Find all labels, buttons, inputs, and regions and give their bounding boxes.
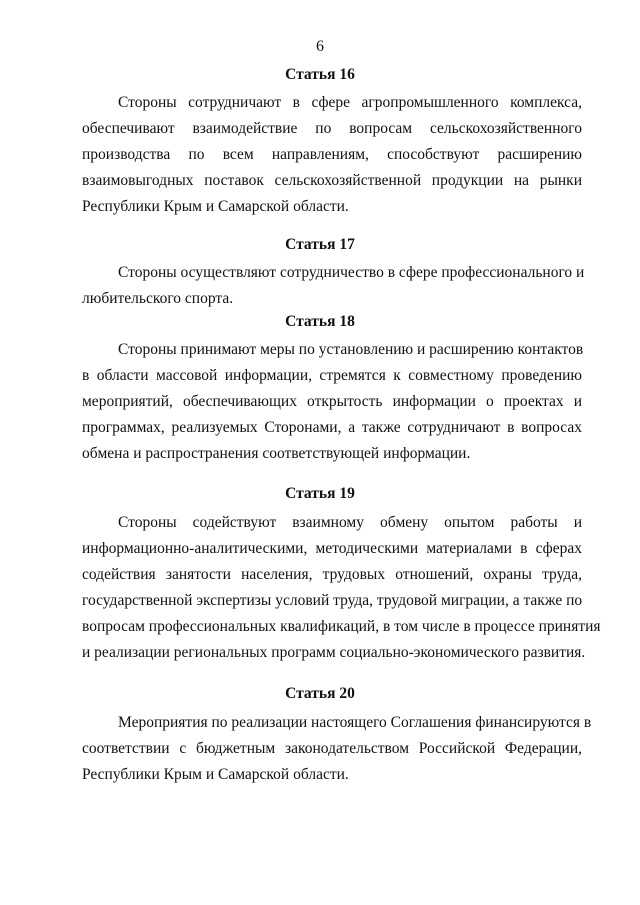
article-18-heading: Статья 18 <box>285 313 355 330</box>
article-19-text <box>82 510 601 666</box>
article-18-line: Стороны принимают меры по установлению и расширению контактов <box>118 341 584 358</box>
article-16-text <box>82 90 582 220</box>
article-16-line: Стороны сотрудничают в сфере агропромышленного комплекса, <box>118 94 582 111</box>
article-18-line: в области массовой информации, стремятся к совместному проведению <box>82 367 582 384</box>
article-16-heading: Статья 16 <box>285 66 355 83</box>
article-19-heading: Статья 19 <box>285 485 355 502</box>
article-20-line: Мероприятия по реализации настоящего Соглашения финансируются в <box>118 714 592 731</box>
article-18-line: обмена и распространения соответствующей информации. <box>82 445 471 462</box>
article-18-line: мероприятий, обеспечивающих открытость информации о проектах и <box>82 393 582 410</box>
article-19-line: информационно-аналитическими, методическими материалами в сферах <box>82 540 582 557</box>
article-16-line: обеспечивают взаимодействие по вопросам сельскохозяйственного <box>82 120 582 137</box>
article-19-line: содействия занятости населения, трудовых отношений, охраны труда, <box>82 566 582 583</box>
article-19-line: вопросам профессиональных квалификаций, в том числе в процессе принятия <box>82 618 601 635</box>
article-17-line: любительского спорта. <box>82 290 234 307</box>
article-20-line: соответствии с бюджетным законодательством Российской Федерации, <box>82 740 582 757</box>
article-18-text <box>82 337 582 467</box>
article-17-text <box>82 260 585 312</box>
article-16-line: Республики Крым и Самарской области. <box>82 198 349 215</box>
article-16-line: производства по всем направлениям, способствуют расширению <box>82 146 582 163</box>
article-19-line: Стороны содействуют взаимному обмену опытом работы и <box>118 514 582 531</box>
article-19-line: и реализации региональных программ социально-экономического развития. <box>82 644 586 661</box>
article-20-heading: Статья 20 <box>285 685 355 702</box>
article-20-text <box>82 710 592 788</box>
article-17-line: Стороны осуществляют сотрудничество в сфере профессионального и <box>118 264 585 281</box>
article-19-line: государственной экспертизы условий труда, трудовой миграции, а также по <box>82 592 583 609</box>
article-17-heading: Статья 17 <box>285 236 355 253</box>
article-20-line: Республики Крым и Самарской области. <box>82 766 349 783</box>
article-18-line: программах, реализуемых Сторонами, а также сотрудничают в вопросах <box>82 419 582 436</box>
page-number: 6 <box>316 38 324 55</box>
article-16-line: взаимовыгодных поставок сельскохозяйственной продукции на рынки <box>82 172 582 189</box>
